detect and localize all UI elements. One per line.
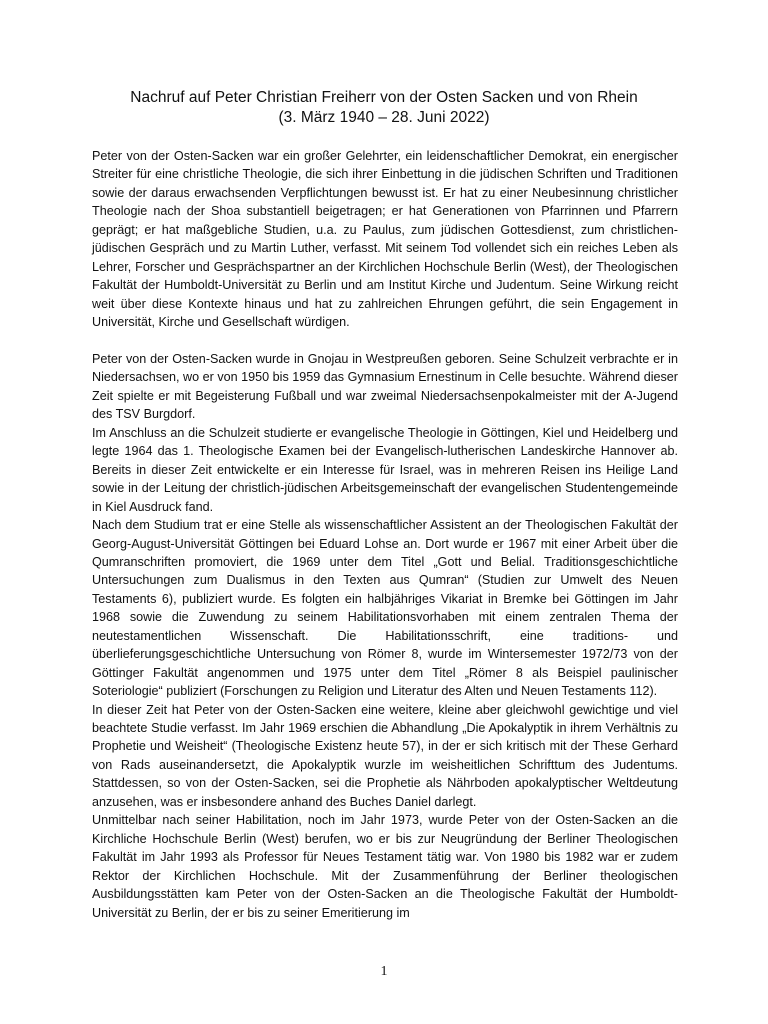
page-number: 1 xyxy=(380,964,388,979)
title-line-dates: (3. März 1940 – 28. Juni 2022) xyxy=(278,109,490,126)
paragraph-goettingen: Nach dem Studium trat er eine Stelle als wissenschaftlicher Assistent an der Theologischen Fakultät der Georg-August-Universität Göttingen bei Eduard Lohse an. Dort wurde er 1967 mit einer Arbeit über die Qumranschriften promoviert, die 1969 unter dem Titel „Gott und Belial. Traditionsgeschichtliche Untersuchungen zum Dualismus in den Texten aus Qumran“ (Studien zur Umwelt des Neuen Testaments 6), publiziert wurde. Es folgten ein halbjähriges Vikariat in Bremke bei Göttingen im Jahr 1968 sowie die Zuwendung zu seinem Habilitationsvorhaben mit einem zentralen Thema der neutestamentlichen Wissenschaft. Die Habilitationsschrift, eine traditions- und überlieferungsgeschichtliche Untersuchung von Römer 8, wurde im Wintersemester 1972/73 von der Göttinger Fakultät angenommen und 1975 unter dem Titel „Römer 8 als Beispiel paulinischer Soteriologie“ publiziert (Forschungen zu Religion und Literatur des Alten und Neuen Testaments 112). xyxy=(92,518,678,699)
paragraph-school: Peter von der Osten-Sacken wurde in Gnojau in Westpreußen geboren. Seine Schulzeit verbrachte er in Niedersachsen, wo er von 1950 bis 1959 das Gymnasium Ernestinum in Celle besuchte. Während dieser Zeit spielte er mit Begeisterung Fußball und war zweimal Niedersachsenpokalmeister mit der A-Jugend des TSV Burgdorf. xyxy=(92,351,678,422)
document-body xyxy=(92,147,678,922)
title-line-name: Nachruf auf Peter Christian Freiherr von der Osten Sacken und von Rhein xyxy=(130,89,638,106)
paragraph-apokalyptik: In dieser Zeit hat Peter von der Osten-Sacken eine weitere, kleine aber gleichwohl gewichtige und viel beachtete Studie verfasst. Im Jahr 1969 erschien die Abhandlung „Die Apokalyptik in ihrem Verhältnis zu Prophetie und Weisheit“ (Theologische Existenz heute 57), in der er sich kritisch mit der These Gerhard von Rads auseinandersetzt, die Apokalyptik wurzle im weisheitlichen Schrifttum des Judentums. Stattdessen, so von der Osten-Sacken, sei die Prophetie als Nährboden apokalyptischer Weltdeutung anzusehen, was er insbesondere anhand des Buches Daniel darlegt. xyxy=(92,702,678,809)
document-title xyxy=(90,88,678,128)
paragraph-intro: Peter von der Osten-Sacken war ein großer Gelehrter, ein leidenschaftlicher Demokrat, ein energischer Streiter für eine christliche Theologie, die sich ihrer Einbettung in die jüdischen Schriften und Traditionen sowie der daraus erwachsenden Verpflichtungen bewusst ist. Er hat zu einer Neubesinnung christlicher Theologie nach der Shoa substantiell beigetragen; er hat Generationen von Pfarrinnen und Pfarrern geprägt; er hat maßgebliche Studien, u.a. zu Paulus, zum jüdischen Gottesdienst, zum christlichen-jüdischen Gespräch und zu Martin Luther, verfasst. Mit seinem Tod vollendet sich ein reiches Leben als Lehrer, Forscher und Gesprächspartner an der Kirchlichen Hochschule Berlin (West), der Theologischen Fakultät der Humboldt-Universität zu Berlin und am Institut Kirche und Judentum. Seine Wirkung reicht weit über diese Kontexte hinaus und hat zu zahlreichen Ehrungen geführt, die sein Engagement in Universität, Kirche und Gesellschaft würdigen. xyxy=(92,149,678,330)
paragraph-studies: Im Anschluss an die Schulzeit studierte er evangelische Theologie in Göttingen, Kiel und Heidelberg und legte 1964 das 1. Theologische Examen bei der Evangelisch-lutherischen Landeskirche Hannover ab. Bereits in dieser Zeit entwickelte er ein Interesse für Israel, was in mehreren Reisen ins Heilige Land sowie in der Leitung der christlich-jüdischen Arbeitsgemeinschaft der evangelischen Studentengemeinde in Kiel Ausdruck fand. xyxy=(92,425,678,514)
paragraph-berlin: Unmittelbar nach seiner Habilitation, noch im Jahr 1973, wurde Peter von der Osten-Sacken an die Kirchliche Hochschule Berlin (West) berufen, wo er bis zur Neugründung der Berliner Theologischen Fakultät im Jahr 1993 als Professor für Neues Testament tätig war. Von 1980 bis 1982 war er zudem Rektor der Kirchlichen Hochschule. Mit der Zusammenführung der Berliner theologischen Ausbildungsstätten kam Peter von der Osten-Sacken an die Theologische Fakultät der Humboldt-Universität zu Berlin, der er bis zu seiner Emeritierung im xyxy=(92,813,678,920)
